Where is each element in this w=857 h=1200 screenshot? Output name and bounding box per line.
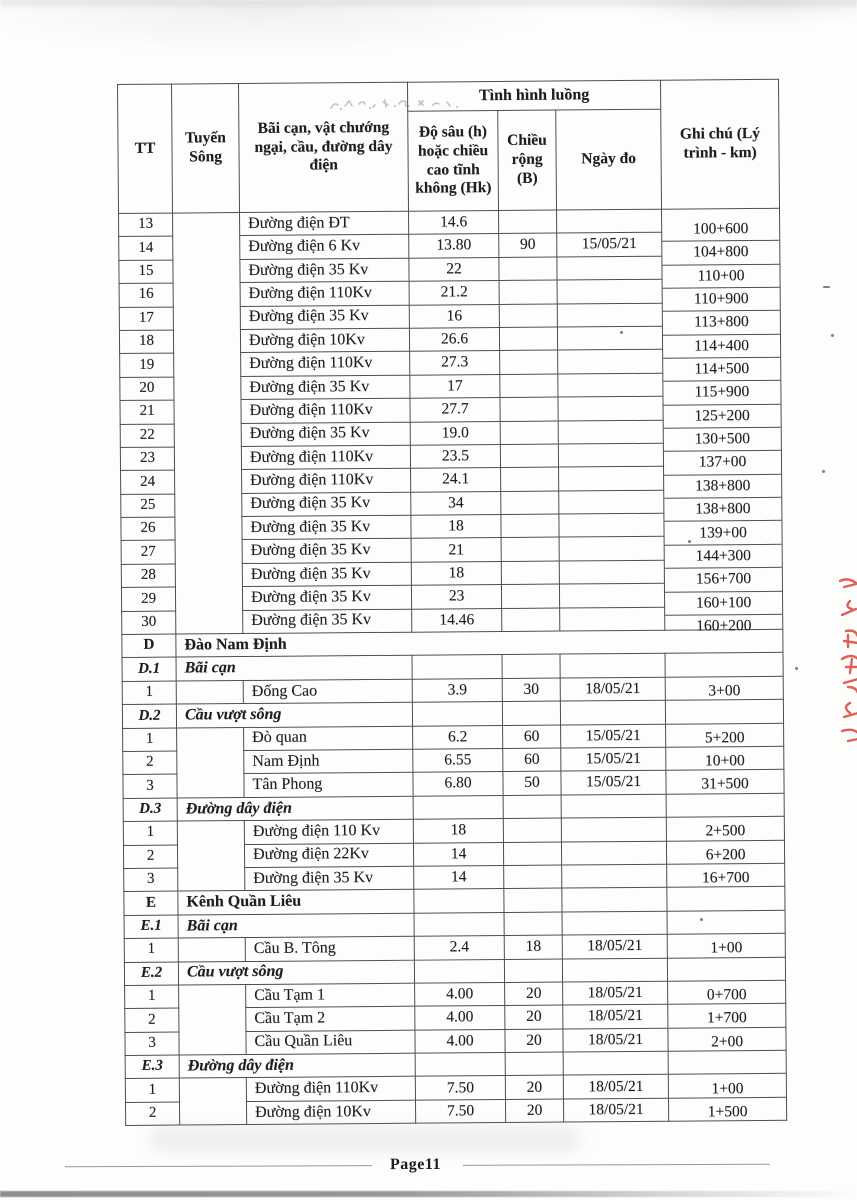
obstacle-name-cell: Đường điện 22Kv [244,843,413,868]
scan-speck [823,286,830,288]
row-number-cell: 30 [122,611,176,635]
subsection-title-cell: Bãi cạn [178,913,414,938]
row-number-cell: 22 [120,424,174,448]
note-cell: 1+500 [669,1100,787,1124]
subsection-title-cell: Đường dây điện [177,796,413,821]
depth-cell: 27.3 [410,351,500,375]
empty-depth-cell [412,655,502,679]
header-tt: TT [118,84,173,213]
width-cell [504,865,562,889]
row-number-cell: 1 [123,821,177,845]
depth-cell: 16 [409,304,499,328]
date-cell [558,396,663,420]
table-row [119,208,780,237]
depth-cell: 18 [411,561,501,585]
obstacle-name-cell: Tân Phong [244,773,413,798]
date-cell [557,256,662,280]
obstacle-name-cell: Cầu Quần Liêu [246,1030,415,1055]
header-obstacle: Bãi cạn, vật chướng ngại, cầu, đường dây điện [239,82,409,212]
row-number-cell: 1 [125,1078,179,1102]
route-cell [177,821,245,892]
empty-width-cell [504,959,562,983]
scan-speck [688,540,691,543]
width-cell [503,818,561,842]
header-channel-condition: Tình hình luồng [407,80,660,111]
subsection-title-cell: Cầu vượt sông [178,960,414,985]
date-cell: 18/05/21 [563,981,668,1005]
obstacle-name-cell: Đường điện 10Kv [240,328,409,353]
obstacle-name-cell: Đò quan [244,726,413,751]
obstacle-name-cell: Đường điện ĐT [240,211,409,236]
empty-date-cell [560,700,665,724]
note-value: 125+200 [664,404,781,428]
obstacle-name-cell: Đường điện 110Kv [241,352,410,377]
subsection-row [122,699,783,728]
empty-date-cell [561,794,666,818]
depth-cell: 4.00 [415,982,505,1006]
row-number-cell: 3 [123,774,177,798]
width-cell [499,304,557,328]
route-cell [178,938,245,962]
note-value: 113+800 [663,310,780,334]
depth-cell: 23.5 [410,444,500,468]
page-number: Page11 [389,1155,442,1174]
empty-width-cell [504,912,562,936]
note-cell: 31+500 [666,773,784,797]
width-cell [499,210,557,234]
width-cell [501,491,559,515]
depth-cell: 27.7 [410,398,500,422]
subsection-row [123,793,784,822]
scan-speck [620,331,623,334]
empty-note-cell [665,653,783,677]
empty-width-cell [505,1052,563,1076]
note-value: 110+00 [662,263,779,287]
empty-width-cell [502,701,560,725]
row-number-cell: 27 [121,541,175,565]
date-cell [561,817,666,841]
header-depth: Độ sâu (h) hoặc chiều cao tĩnh không (Hk) [408,111,499,212]
obstacle-name-cell: Đường điện 110 Kv [244,819,413,844]
subsection-row [125,1050,786,1079]
width-cell [501,584,559,608]
width-cell: 20 [505,982,563,1006]
subsection-id-cell: D.2 [122,704,176,728]
date-cell: 18/05/21 [562,934,667,958]
obstacle-name-cell: Cầu Tạm 2 [246,1006,415,1031]
note-value: 156+700 [665,567,782,591]
empty-depth-cell [413,795,503,819]
note-cell: 16+700 [667,866,785,890]
date-cell [557,326,662,350]
width-cell [499,280,557,304]
route-cell [179,984,247,1055]
channel-obstacle-table [117,79,787,1126]
subsection-id-cell: D.3 [123,798,177,822]
depth-cell: 18 [411,515,501,539]
depth-cell: 17 [410,374,500,398]
scan-speck [700,918,703,921]
date-cell: 15/05/21 [561,724,666,748]
scan-speck [831,334,834,337]
note-cell: 3+00 [665,679,783,703]
section-title-cell: Kênh Quần Liêu [178,890,414,915]
table-header [118,79,780,213]
note-cell: 10+00 [666,749,784,773]
row-number-cell: 2 [125,1008,179,1032]
empty-depth-cell [414,912,504,936]
note-cell: 0+700 [668,983,786,1007]
table-row [122,676,783,705]
section-id-cell: D [122,634,176,658]
empty-depth-cell [412,702,502,726]
row-number-cell: 18 [119,330,173,354]
obstacle-name-cell: Đường điện 6 Kv [240,235,409,260]
date-cell [559,513,664,537]
row-number-cell: 16 [119,283,173,307]
date-cell [558,373,663,397]
row-number-cell: 17 [119,307,173,331]
table-row [125,980,786,1009]
row-number-cell: 20 [120,377,174,401]
obstacle-name-cell: Đường điện 35 Kv [245,866,414,891]
red-stamp-fragment [836,575,857,750]
row-number-cell: 2 [125,1102,179,1126]
scan-edge-noise [0,0,857,14]
empty-date-cell [560,654,665,678]
obstacle-name-cell: Đường điện 35 Kv [242,492,411,517]
header-date: Ngày đo [556,109,662,210]
width-cell: 50 [503,771,561,795]
width-cell [501,514,559,538]
subsection-title-cell: Đường dây điện [179,1053,415,1078]
bottom-scan-bar [0,1191,857,1197]
subsection-row [124,957,785,986]
depth-cell: 4.00 [415,1029,505,1053]
date-cell [558,420,663,444]
obstacle-name-cell: Đường điện 35 Kv [242,562,411,587]
depth-cell: 34 [411,491,501,515]
width-cell [499,327,557,351]
date-cell: 15/05/21 [557,233,662,257]
note-value: 114+400 [663,334,780,358]
date-cell [557,209,662,233]
scan-speck [795,667,798,670]
width-cell [501,538,559,562]
date-cell [561,841,666,865]
width-cell: 60 [503,725,561,749]
row-number-cell: 25 [121,494,175,518]
date-cell [557,279,662,303]
depth-cell: 4.00 [415,1006,505,1030]
table-row [123,723,784,752]
empty-date-cell [562,958,667,982]
depth-cell: 24.1 [411,468,501,492]
width-cell [501,561,559,585]
date-cell: 18/05/21 [563,1004,668,1028]
empty-date-cell [562,911,667,935]
depth-cell: 7.50 [415,1099,505,1123]
obstacle-name-cell: Đường điện 110Kv [246,1077,415,1102]
empty-depth-cell [414,889,504,913]
obstacle-name-cell: Đường điện 35 Kv [242,539,411,564]
empty-depth-cell [415,1053,505,1077]
subsection-id-cell: E.3 [125,1055,179,1079]
section-title-cell: Đào Nam Định [176,629,783,657]
date-cell [559,583,664,607]
obstacle-name-cell: Đường điện 10Kv [246,1100,415,1125]
date-cell: 18/05/21 [560,677,665,701]
obstacle-name-cell: Đường điện 110Kv [240,281,409,306]
section-id-cell: E [124,891,178,915]
obstacle-name-cell: Đường điện 110Kv [241,445,410,470]
table-container [117,79,786,1126]
table-row [123,816,784,845]
row-number-cell: 1 [124,938,178,962]
width-cell: 60 [503,748,561,772]
note-value: 110+900 [663,287,780,311]
obstacle-name-cell: Đường điện 35 Kv [240,305,409,330]
header-note: Ghi chú (Lý trình - km) [661,79,780,209]
row-number-cell: 2 [123,845,177,869]
scan-smudge [150,1126,580,1152]
note-column-cell [662,208,783,635]
obstacle-name-cell: Cầu Tạm 1 [246,983,415,1008]
date-cell: 15/05/21 [561,771,666,795]
empty-width-cell [504,888,562,912]
note-value: 100+600 [692,219,749,238]
empty-depth-cell [414,959,504,983]
note-cell: 6+200 [666,843,784,867]
depth-cell: 3.9 [412,678,502,702]
obstacle-name-cell: Đường điện 35 Kv [241,422,410,447]
subsection-title-cell: Bãi cạn [176,656,412,681]
table-row [125,1074,786,1103]
width-cell: 20 [505,1099,563,1123]
obstacle-name-cell: Đường điện 35 Kv [243,609,412,634]
route-cell [177,727,245,798]
obstacle-name-cell: Đường điện 110Kv [242,469,411,494]
row-number-cell: 3 [124,868,178,892]
note-value: 114+500 [663,357,780,381]
row-number-cell: 14 [119,236,173,260]
obstacle-name-cell: Đường điện 35 Kv [240,258,409,283]
footer-rule-left [65,1165,372,1167]
depth-cell: 14.46 [412,608,502,632]
depth-cell: 7.50 [415,1076,505,1100]
date-cell: 18/05/21 [563,1098,668,1122]
subsection-id-cell: E.2 [124,962,178,986]
depth-cell: 19.0 [410,421,500,445]
route-cell [176,680,243,704]
note-value: 130+500 [664,427,781,451]
scan-speck [822,470,825,473]
depth-cell: 22 [409,257,499,281]
obstacle-name-cell: Cầu B. Tông [245,936,414,961]
row-number-cell: 21 [120,400,174,424]
row-number-cell: 1 [123,728,177,752]
width-cell: 90 [499,233,557,257]
subsection-title-cell: Cầu vượt sông [176,702,412,727]
empty-width-cell [502,654,560,678]
width-cell [501,467,559,491]
footer-rule-right [463,1163,770,1165]
row-number-cell: 1 [125,985,179,1009]
note-stack [662,209,782,635]
depth-cell: 2.4 [414,936,504,960]
width-cell: 30 [502,678,560,702]
width-cell [502,608,560,632]
depth-cell: 26.6 [409,327,499,351]
row-number-cell: 28 [121,564,175,588]
empty-note-cell [667,910,785,934]
width-cell [500,374,558,398]
subsection-row [124,910,785,939]
row-number-cell: 15 [119,260,173,284]
note-value: 160+100 [665,590,782,614]
obstacle-name-cell: Đường điện 35 Kv [241,375,410,400]
note-cell: 1+00 [667,936,785,960]
depth-cell: 6.80 [413,772,503,796]
empty-width-cell [503,795,561,819]
date-cell [558,350,663,374]
depth-cell: 6.2 [413,725,503,749]
note-value: 138+800 [664,474,781,498]
note-value: 138+800 [664,497,781,521]
depth-cell: 14 [414,865,504,889]
note-value: 160+200 [665,614,782,638]
obstacle-name-cell: Nam Định [244,749,413,774]
note-value: 139+00 [664,520,781,544]
page-footer [65,1155,770,1175]
header-width: Chiều rộng (B) [498,110,557,210]
row-number-cell: 2 [123,751,177,775]
date-cell [559,560,664,584]
note-cell: 1+700 [668,1007,786,1031]
date-cell [560,607,665,631]
row-number-cell: 19 [120,353,174,377]
date-cell: 18/05/21 [563,1075,668,1099]
note-value: 115+900 [663,380,780,404]
obstacle-name-cell: Đường điện 35 Kv [242,585,411,610]
note-cell: 2+500 [666,819,784,843]
table-row [124,933,785,962]
depth-cell: 6.55 [413,748,503,772]
depth-cell: 14.6 [409,211,499,235]
depth-cell: 13.80 [409,234,499,258]
width-cell: 20 [505,1029,563,1053]
date-cell [559,490,664,514]
width-cell [500,397,558,421]
date-cell: 15/05/21 [561,747,666,771]
note-cell: 1+00 [668,1077,786,1101]
date-cell [559,537,664,561]
depth-cell: 18 [413,819,503,843]
width-cell [503,842,561,866]
row-number-cell: 13 [119,213,173,237]
width-cell [500,350,558,374]
depth-cell: 14 [413,842,503,866]
note-value: 137+00 [664,450,781,474]
width-cell: 20 [505,1075,563,1099]
width-cell: 20 [505,1005,563,1029]
date-cell [557,303,662,327]
note-value: 144+300 [665,544,782,568]
obstacle-name-cell: Đường điện 35 Kv [242,515,411,540]
row-number-cell: 1 [122,681,176,705]
subsection-id-cell: E.1 [124,915,178,939]
width-cell [499,257,557,281]
depth-cell: 21 [411,538,501,562]
row-number-cell: 24 [121,470,175,494]
row-number-cell: 3 [125,1032,179,1056]
route-cell [179,1078,246,1125]
row-number-cell: 29 [121,587,175,611]
date-cell: 18/05/21 [563,1028,668,1052]
subsection-id-cell: D.1 [122,657,176,681]
obstacle-name-cell: Đống Cao [243,679,412,704]
width-cell: 18 [504,935,562,959]
note-value: 104+800 [662,240,779,264]
depth-cell: 21.2 [409,281,499,305]
note-cell: 5+200 [666,726,784,750]
width-cell [500,421,558,445]
note-cell: 2+00 [668,1030,786,1054]
table-body [119,208,787,1125]
date-cell [558,443,663,467]
date-cell [562,864,667,888]
empty-date-cell [562,888,667,912]
subsection-row [122,653,783,682]
depth-cell: 23 [411,585,501,609]
empty-date-cell [563,1051,668,1075]
header-route: Tuyến Sông [172,84,240,214]
row-number-cell: 23 [120,447,174,471]
width-cell [500,444,558,468]
obstacle-name-cell: Đường điện 110Kv [241,398,410,423]
route-cell [173,213,243,635]
date-cell [559,467,664,491]
row-number-cell: 26 [121,517,175,541]
